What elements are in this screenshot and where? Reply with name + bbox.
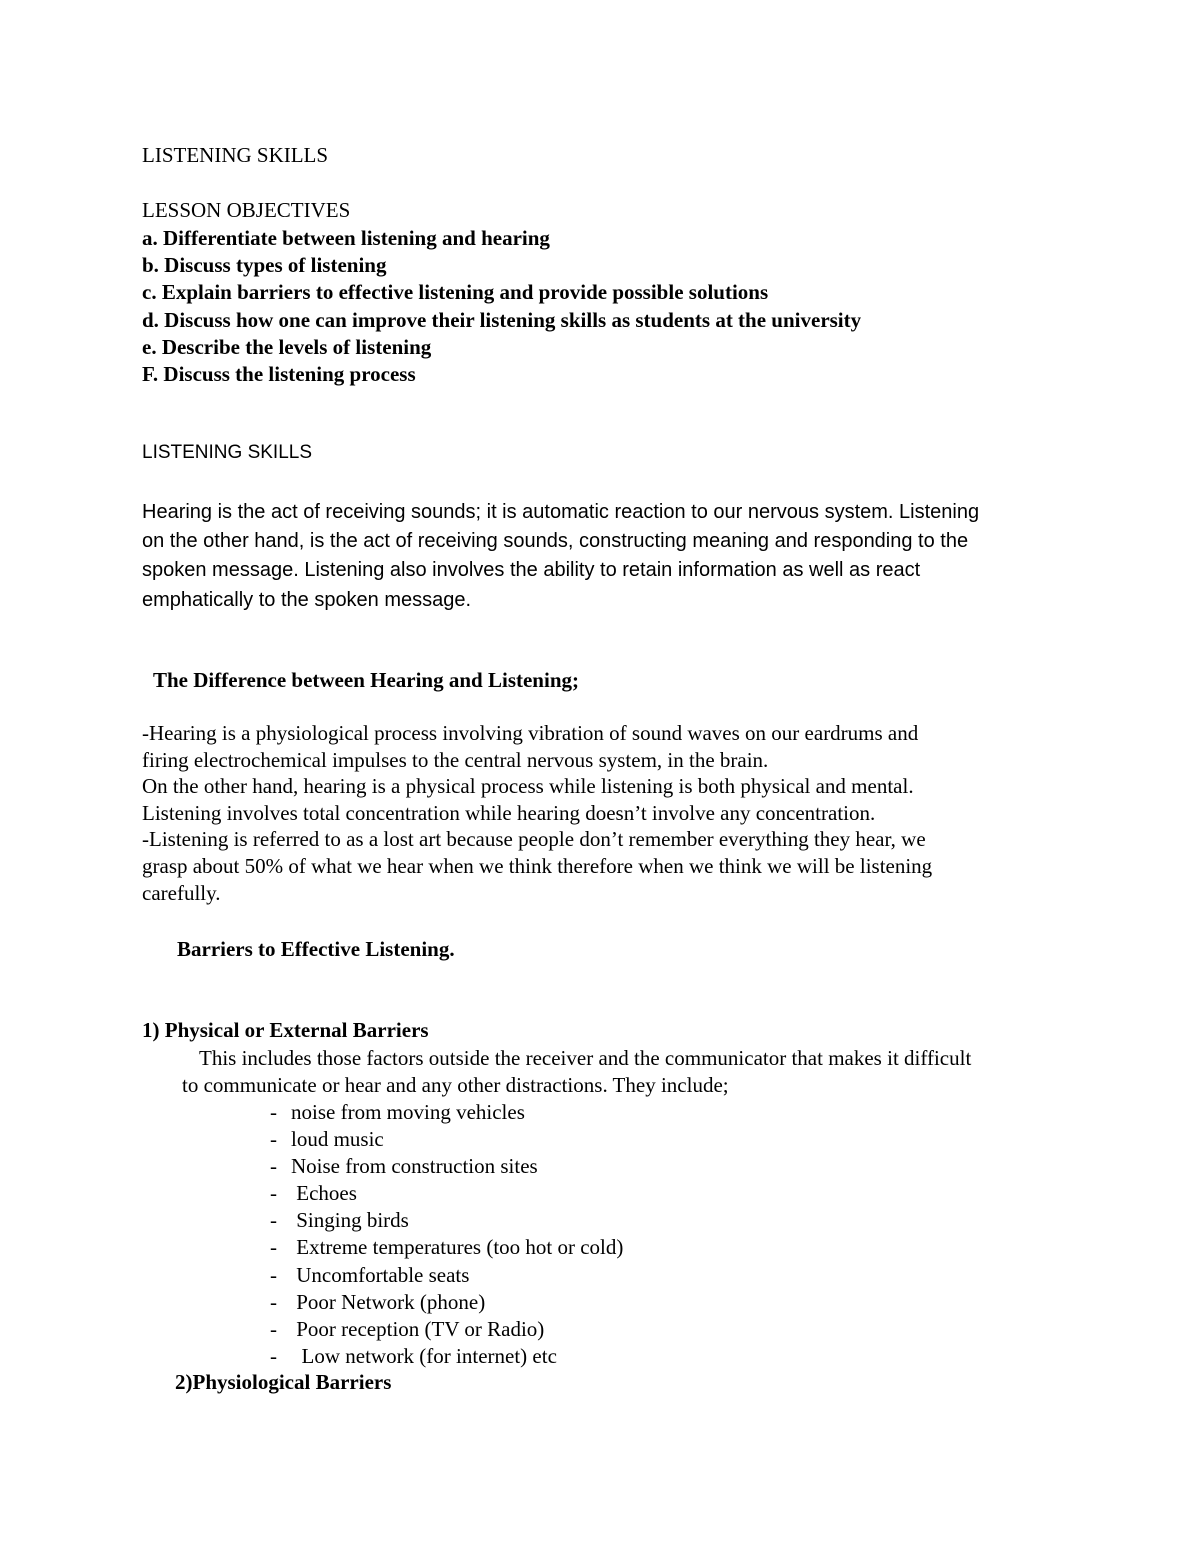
dash-bullet: - (270, 1262, 277, 1287)
paragraph-line: On the other hand, hearing is a physical process while listening is both physical and mental. (142, 774, 914, 799)
dash-bullet: - (270, 1289, 277, 1314)
paragraph-line: This includes those factors outside the receiver and the communicator that makes it difficult (199, 1046, 972, 1070)
paragraph-line: grasp about 50% of what we hear when we think therefore when we think we will be listening (142, 853, 933, 878)
dash-bullet: - (270, 1208, 277, 1233)
paragraph-line: -Hearing is a physiological process involving vibration of sound waves on our eardrums and (142, 721, 919, 745)
paragraph-line: spoken message. Listening also involves the ability to retain information as well as react (142, 559, 921, 582)
dash-bullet: - (270, 1181, 277, 1206)
list-item (270, 1289, 623, 1316)
list-item (270, 1316, 623, 1343)
objective-item: d. Discuss how one can improve their listening skills as students at the university (142, 307, 862, 332)
list-item-text: Echoes (291, 1181, 357, 1206)
objective-item: e. Describe the levels of listening (142, 334, 432, 359)
physical-barriers-heading: 1) Physical or External Barriers (142, 1018, 429, 1042)
objective-item: F. Discuss the listening process (142, 362, 416, 387)
list-item-text: Low network (for internet) etc (291, 1343, 557, 1368)
dash-bullet: - (270, 1343, 277, 1368)
physical-barriers-list (270, 1099, 623, 1370)
list-item-text: Poor Network (phone) (291, 1289, 486, 1314)
dash-bullet: - (270, 1127, 277, 1152)
list-item (270, 1153, 623, 1180)
objectives-list (142, 225, 861, 388)
document-title: LISTENING SKILLS (142, 143, 329, 167)
list-item (270, 1207, 623, 1234)
list-item-text: loud music (291, 1127, 384, 1152)
paragraph-line: Hearing is the act of receiving sounds; it is automatic reaction to our nervous system. Listening (142, 501, 980, 523)
objective-item: c. Explain barriers to effective listening and provide possible solutions (142, 280, 769, 305)
list-item (270, 1343, 623, 1370)
section-heading: LISTENING SKILLS (142, 442, 313, 463)
dash-bullet: - (270, 1316, 277, 1341)
barriers-heading: Barriers to Effective Listening. (177, 937, 455, 961)
list-item (270, 1234, 623, 1261)
list-item-text: Uncomfortable seats (291, 1262, 470, 1287)
paragraph-line: -Listening is referred to as a lost art because people don’t remember everything they hear, we (142, 827, 926, 852)
dash-bullet: - (270, 1100, 277, 1124)
objectives-heading: LESSON OBJECTIVES (142, 198, 351, 222)
physical-barriers-paragraph (182, 1045, 971, 1098)
list-item-text: Singing birds (291, 1208, 409, 1233)
paragraph-line: firing electrochemical impulses to the central nervous system, in the brain. (142, 747, 769, 772)
list-item-text: Noise from construction sites (291, 1154, 538, 1179)
dash-bullet: - (270, 1154, 277, 1179)
list-item-text: noise from moving vehicles (291, 1100, 525, 1124)
objective-item: b. Discuss types of listening (142, 253, 387, 278)
list-item (270, 1126, 623, 1153)
list-item-text: Poor reception (TV or Radio) (291, 1316, 545, 1341)
list-item (270, 1099, 623, 1126)
paragraph-line: on the other hand, is the act of receiving sounds, constructing meaning and responding to the (142, 530, 969, 553)
paragraph-line: Listening involves total concentration while hearing doesn’t involve any concentration. (142, 800, 876, 825)
dash-bullet: - (270, 1235, 277, 1260)
difference-paragraph (142, 720, 932, 906)
difference-heading: The Difference between Hearing and Listening; (153, 668, 579, 692)
list-item (270, 1262, 623, 1289)
list-item (270, 1180, 623, 1207)
paragraph-line: carefully. (142, 880, 221, 905)
intro-paragraph (142, 498, 979, 615)
objective-item: a. Differentiate between listening and hearing (142, 226, 550, 250)
physiological-barriers-heading: 2)Physiological Barriers (175, 1370, 392, 1394)
paragraph-line: emphatically to the spoken message. (142, 588, 472, 611)
list-item-text: Extreme temperatures (too hot or cold) (291, 1235, 624, 1260)
paragraph-line: to communicate or hear and any other distractions. They include; (182, 1072, 729, 1097)
